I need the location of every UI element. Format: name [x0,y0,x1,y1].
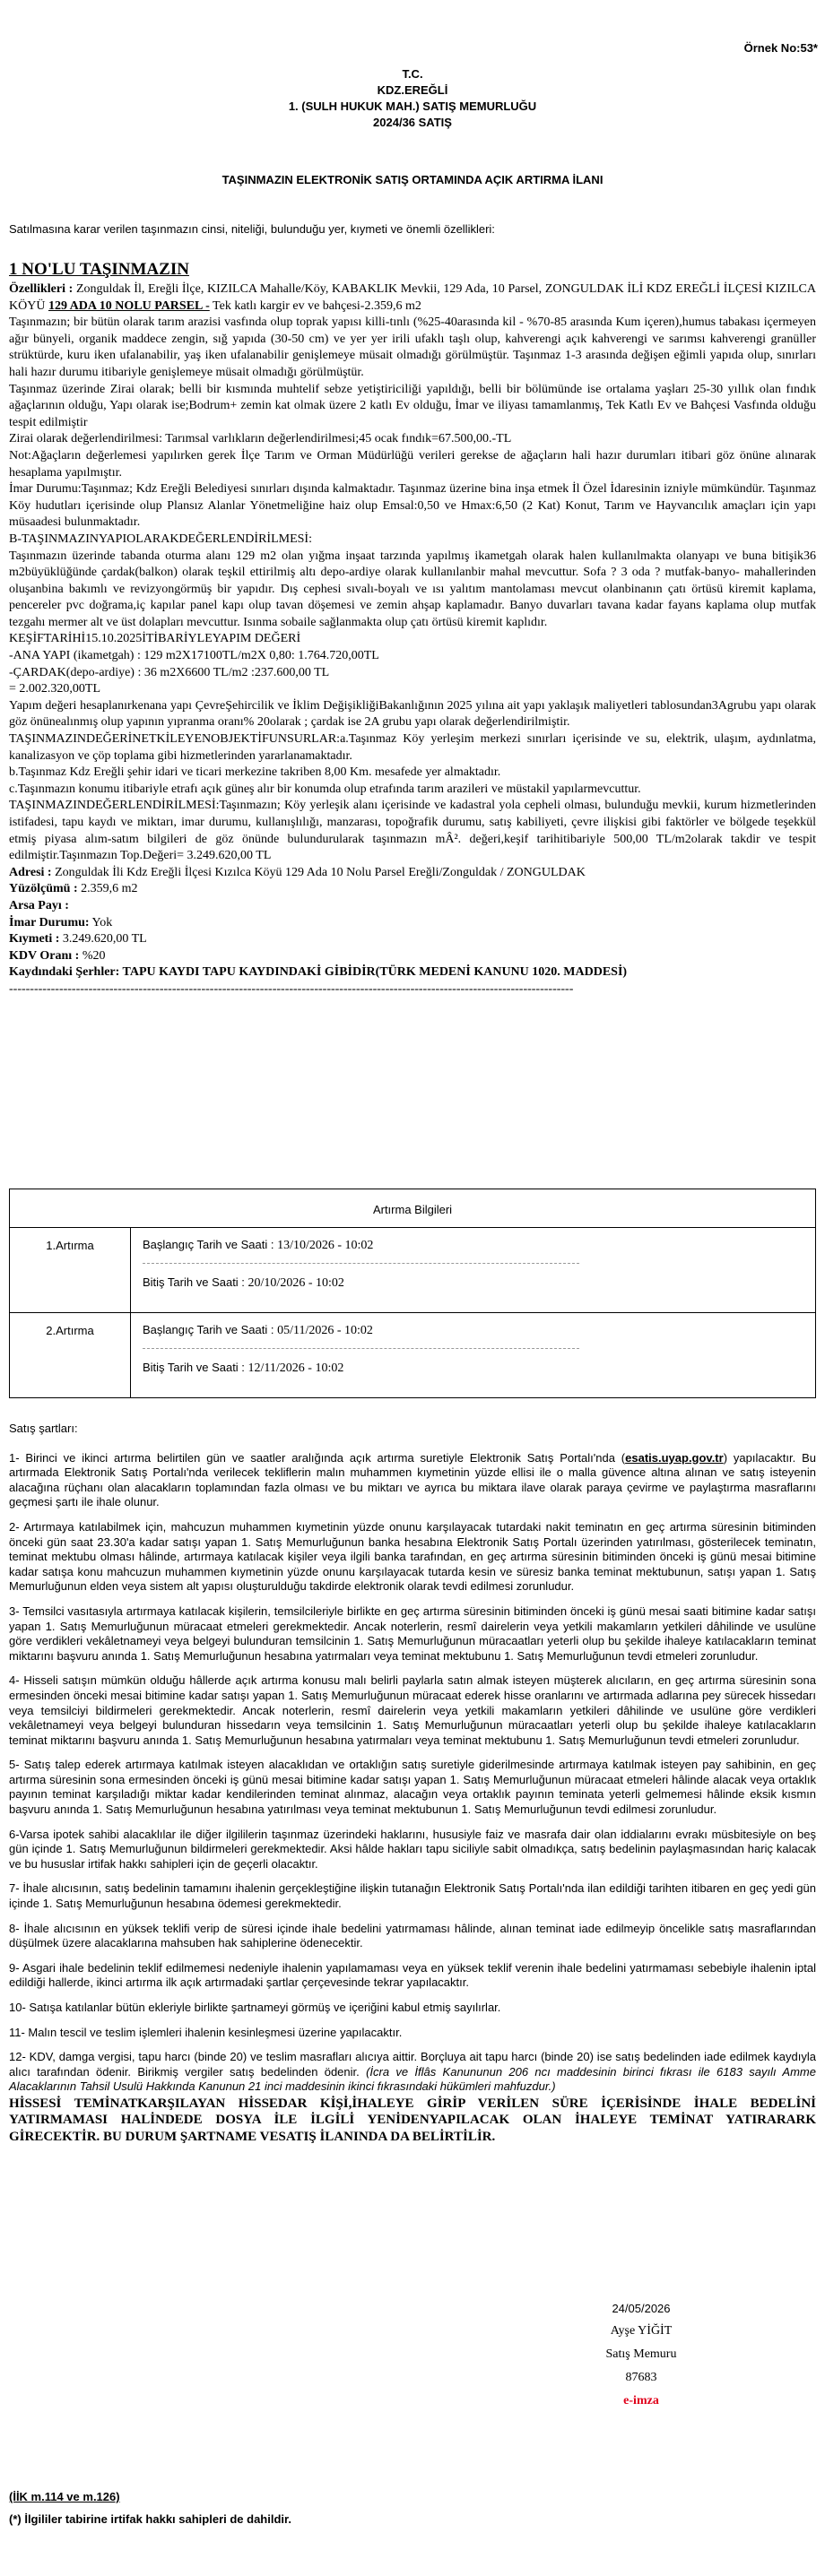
property-field [9,931,816,948]
auction-dates [131,1228,816,1313]
field-label: Adresi : [9,865,52,879]
end-datetime: 12/11/2026 - 10:02 [248,1361,344,1375]
start-datetime: 13/10/2026 - 10:02 [277,1239,374,1252]
condition-legal-note: (İcra ve İflâs Kanununun 206 ncı maddesinin birinci fıkrası ile 6183 sayılı Amme Alacaklarının Tahsil Usulü Hakkında Kanunun 21 inci maddesinin ikinci fıkrasındaki hükümleri mahfuzdur.) [9,2064,816,2094]
condition-text: 12- KDV, damga vergisi, tapu harcı (binde 20) ve teslim masrafları alıcıya aittir. Borçluya ait tapu harcı (binde 20) ise satış bedelinden iade edilmek kaydıyla alıcı tarafından ödenir. Birikmiş vergiler satış bedelinden ödenir. [9,2050,816,2079]
signer-role: Satış Memuru [605,2347,677,2361]
auction-dates [131,1313,816,1398]
sale-conditions [9,1422,816,2155]
property-paragraph: Taşınmazın üzerinde tabanda oturma alanı 129 m2 olan yığma inşaat tarzında yapılmış ikametgah olarak halen kullanılmakta olanyapı ve buna bitişik36 m2büyüklüğünde çardak(balkon) olarak teşkil ettirilmiş altı depo-ardiye olarak kullanılanbir mahal mevcuttur. Sofa ? 3 oda ? mutfak-banyo- mahallerinden oluşanbina bakımlı ve revizyongörmüş bir yapıdır. Dış cephesi sıvalı-boyalı ve ısı yalıtım mantolaması mevcut olanbinanın çatı örtüsü kiremit kaplama, pencereler pvc doğrama,iç kapılar panel kapı olup tavan döşemesi ve zemin ahşap kaplamadır. Banyo duvarları tavana kadar fayans kaplama olup mutfak tezgahı mermer alt ve üst dolapları mevcuttur. Isınma sobaile sağlanmakta olup çatı örtüsü kiremit kaplıdır. [9,549,816,629]
property-paragraph: b.Taşınmaz Kdz Ereğli şehir idari ve ticari merkezine takriben 8,00 Km. mesafede yer almaktadır. [9,765,501,780]
property-paragraph: Taşınmaz üzerinde Zirai olarak; belli bir kısmında muhtelif sebze yetiştiriciliği yapıldığı, belli bir bölümünde ise ortalama yaşları 25-30 yıllık olan fındık ağaçlarının olduğu, Yapı olarak ise;Bodrum+ zemin kat olmak üzere 2 katlı Ev olduğu, İmar ve iliyası tamamlanmış, Tek Katlı Ev ve Bahçesi Vasfında olduğu tespit edilmiştir [9,382,816,429]
slot-separator [143,1348,579,1350]
condition-item: 6-Varsa ipotek sahibi alacaklılar ile diğer ilgililerin taşınmaz üzerindeki haklarını, hususiyle faiz ve masrafa dair olan iddialarını evrakı müsbitesiyle on beş gün içinde 1. Satış Memurluğunun bildirmeleri gerekmektedir. Aksi hâlde hakları tapu siciliyle sabit olmadıkça, satış bedelinin paylaşmasından hariç kalacak ve bu hususlar irtifak hakkı sahipleri için de geçerli olacaktır. [9,1827,816,1871]
issuing-authority-header [0,66,825,131]
e-signature-mark: e-imza [623,2394,659,2407]
features-tail: Tek katlı kargir ev ve bahçesi-2.359,6 m2 [209,298,421,313]
property-paragraph: -ÇARDAK(depo-ardiye) : 36 m2X6600 TL/m2 :237.600,00 TL [9,665,330,679]
signer-registry-no: 87683 [625,2371,657,2384]
slot-separator [143,1263,579,1265]
property-paragraph: İmar Durumu:Taşınmaz; Kdz Ereğli Belediyesi sınırları dışında kalmaktadır. Taşınmaz üzerine bina inşa etmek İl Özel İdaresinin izniyle mümkündür. Taşınmaz Köy hudutları içerisinde olup Plansız Alanlar Yönetmeliğine haiz olup Emsal:0,50 ve Hmax:6,50 (2 Kat) Konut, Tarım ve Hayvancılık amaçları için yapı müsaadesi bulunmaktadır. [9,482,816,530]
esatis-link[interactable]: esatis.uyap.gov.tr [625,1450,724,1465]
condition-item: 5- Satış talep ederek artırmaya katılmak isteyen alacaklıdan ve ortaklığın satış suretiyle giderilmesinde artırmaya katılmak isteyen pay sahibinin, en geç artırma süresinin sona ermesinden önceki iş günü mesai bitimine kadar satışı yapan 1. Satış Memurluğunun müracaat etmeleri hâlinde alacak veya ortaklık payının teminat karşıladığı miktar kadar kendilerinden teminat alınmaz, alacağın veya ortaklık payının teminata yeterli gelmemesi hâlinde eksik kısmın başvuru anında 1. Satış Memurluğunun hesabına yatırılması veya teminat mektubunun 1. Satış Memurluğunun tevdi edilmesi zorunludur. [9,1758,816,1817]
auction-row [10,1228,816,1313]
condition-item [9,2050,816,2095]
end-datetime: 20/10/2026 - 10:02 [248,1276,344,1290]
condition-item: 10- Satışa katılanlar bütün ekleriyle birlikte şartnameyi görmüş ve içeriğini kabul etmiş sayılırlar. [9,2001,501,2014]
field-label: Kıymeti : [9,932,60,947]
property-paragraph: -ANA YAPI (ikametgah) : 129 m2X17100TL/m2X 0,80: 1.764.720,00TL [9,649,379,663]
property-paragraph: Not:Ağaçların değerlemesi yapılırken gerek İlçe Tarım ve Orman Müdürlüğü verileri gerekse de ağaçların hali hazır durumları itibari göz önüne alınarak hesaplama yapılmıştır. [9,448,816,480]
field-value: Yok [89,915,113,929]
form-number: Örnek No:53* [743,41,818,55]
field-label: Kaydındaki Şerhler: [9,965,120,980]
header-line: KDZ.EREĞLİ [377,83,448,97]
auction-table [9,1189,816,1398]
footnote: (*) İlgililer tabirine irtifak hakkı sahipleri de dahildir. [9,2512,291,2526]
property-heading: 1 NO'LU TAŞINMAZIN [9,260,189,279]
property-field [9,915,816,932]
property-paragraph: Yapım değeri hesaplanırkenana yapı ÇevreŞehircilik ve İklim DeğişikliğiBakanlığının 2025 yılına ait yapı yaklaşık maliyetleri tablosundan3Agrubu yapı olarak göz önünealınmış olup yapının yıpranma oranı% 20olarak ; çardak ise 2A grubu yapı olarak değerlendirilmiştir. [9,698,816,730]
condition-item: 9- Asgari ihale bedelinin teklif edilmemesi nedeniyle ihalenin yapılamaması veya en yüksek teklif verenin ihale bedelini yatırmaması sebebiyle ihalenin iptal edildiği hallerde, ikinci artırma ilk açık artırmadaki şartlar çerçevesinde tekrar yapılacaktır. [9,1960,816,1990]
features-parcel: 129 ADA 10 NOLU PARSEL - [48,298,210,313]
condition-item: 11- Malın tescil ve teslim işlemleri ihalenin kesinleşmesi üzerine yapılacaktır. [9,2025,403,2039]
end-label: Bitiş Tarih ve Saati : [143,1275,248,1289]
property-paragraph: Zirai olarak değerlendirilmesi: Tarımsal varlıkların değerlendirilmesi;45 ocak fındık=67.500,00.-TL [9,432,512,446]
law-reference: (İİK m.114 ve m.126) [9,2490,120,2503]
signature-date: 24/05/2026 [612,2302,671,2315]
auction-caption: Artırma Bilgileri [10,1189,816,1228]
start-datetime: 05/11/2026 - 10:02 [277,1324,373,1337]
property-paragraph: = 2.002.320,00TL [9,682,100,696]
features-label: Özellikleri : [9,282,74,296]
signature-block [556,2302,726,2408]
field-value: %20 [79,948,106,963]
property-field [9,881,816,898]
condition-text: ) yapılacaktır. Bu artırmada Elektronik Satış Portalı'nda verilecek tekliflerin malın muhammen kıymetinin yüzde ellisi ile o malla güvence altına alınan ve satış isteyenin alacağına rüçhanı olan alacakların toplamından fazla olması ve bu miktarı ve ayrıca bu miktara ilave olarak paraya çevirme ve paylaştırma masraflarını geçmesi şartı ile ihale olunur. [9,1450,816,1509]
condition-item [9,1451,816,1510]
features-text: Zonguldak İl, Ereğli İlçe, KIZILCA Mahalle/Köy, KABAKLIK Mevkii, 129 Ada, 10 Parsel, ZONGULDAK İLİ KDZ EREĞLİ İLÇESİ KIZILCA KÖYÜ [9,282,816,313]
property-field [9,865,816,882]
field-value: TAPU KAYDI TAPU KAYDINDAKİ GİBİDİR(TÜRK MEDENİ KANUNU 1020. MADDESİ) [119,965,628,980]
conditions-title: Satış şartları: [9,1422,78,1435]
signer-name: Ayşe YİĞİT [610,2324,673,2338]
header-line: 2024/36 SATIŞ [373,116,452,129]
header-line: 1. (SULH HUKUK MAH.) SATIŞ MEMURLUĞU [288,99,537,113]
auction-round-label: 1.Artırma [10,1228,131,1313]
field-value: Zonguldak İli Kdz Ereğli İlçesi Kızılca Köyü 129 Ada 10 Nolu Parsel Ereğli/Zonguldak / ZONGULDAK [51,865,586,879]
auction-round-label: 2.Artırma [10,1313,131,1398]
field-value: 2.359,6 m2 [77,882,138,896]
auction-row [10,1313,816,1398]
property-section [9,260,816,998]
property-paragraph: TAŞINMAZINDEĞERLENDİRİLMESİ:Taşınmazın; Köy yerleşik alanı içerisinde ve kadastral yola cepheli olması, bulunduğu mevkii, kurum hizmetlerinden istifadesi, tapu kaydı ve miktarı, imar durumu, kullanışlılığı, manzarası, topoğrafik durumu, satış kabiliyeti, çevre ilişkisi gibi faktörler ve bölgede teşekkül etmiş piyasa alım-satım bilgileri de göz önünde bulundurularak taşınmazın mÂ². değeri,keşif tarihitibariyle 500,00 TL/m2olarak takdir ve tespit edilmiştir.Taşınmazın Top.Değeri= 3.249.620,00 TL [9,799,816,863]
condition-item: 2- Artırmaya katılabilmek için, mahcuzun muhammen kıymetinin yüzde onunu karşılayacak tutardaki nakit teminatın en geç artırma süresinin bitiminden önceki gün saat 23.30'a kadar satışı yapan 1. Satış Memurluğunun banka hesabına Elektronik Satış Portalı üzerinden yatırılması, gösterilecek teminatın, teminat mektubu olması hâlinde, artırmaya katılacak kişiler veya ilgili banka tarafından, en geç artırma süresinin bitiminden önceki iş günü mesai bitimine kadar satışa konu mahcuzun muhammen kıymetinin yüzde onunu karşılayacak tutarda kesin ve süresiz banka teminat mektubunun, satışı yapan 1. Satış Memurluğunun elden veya sistem alt yapısı oluşturulduğu takdirde elektronik olarak tevdi edilmesi zorunludur. [9,1519,816,1594]
field-label: İmar Durumu: [9,915,90,929]
header-line: T.C. [402,67,423,81]
teminat-warning: HİSSESİ TEMİNATKARŞILAYAN HİSSEDAR KİŞİ,İHALEYE GİRİP VERİLEN SÜRE İÇERİSİNDE İHALE BEDELİNİ YATIRMAMASI HALİNDEDE DOSYA İLE İLGİLİ YENİDENYAPILACAK OLAN İHALEYE TEMİNAT YATIRARARK GİRECEKTİR. BU DURUM ŞARTNAME VESATIŞ İLANINDA DA BELİRTİLİR. [9,2096,816,2144]
start-label: Başlangıç Tarih ve Saati : [143,1238,278,1251]
property-paragraph: TAŞINMAZINDEĞERİNETKİLEYENOBJEKTİFUNSURLAR:a.Taşınmaz Köy yerleşim merkezi sınırları içerisinde ve su, elektrik, ulaşım, aydınlatma, kanalizasyon ve çöp toplama gibi hizmetlerinden yararlanamaktadır. [9,732,816,763]
property-field [9,964,816,981]
property-paragraph: c.Taşınmazın konumu itibariyle etrafı açık güneş alır bir konumda olup etrafında tarım arazileri ve müstakil yapılarmevcuttur. [9,782,641,796]
property-field [9,898,816,915]
condition-item: 3- Temsilci vasıtasıyla artırmaya katılacak kişilerin, temsilcileriyle birlikte en geç artırma süresinin bitiminden önceki iş günü mesai saati bitimine kadar satışı yapan 1. Satış Memurluğunun müracaat etmeleri gerekmektedir. Ancak noterlerin, resmî dairelerin veya yetkili makamların yetkileri dâhilinde ve usulüne göre verdikleri vekâletnameyi veya belgeyi bulunduran temsilcinin 1. Satış Memurluğunun müracaatları yeterli olup bu şekilde ihaleye katılacakların teminat miktarını başvuru anında 1. Satış Memurluğunun hesabına yatırmaları veya teminat mektubunu 1. Satış Memurluğunun tevdi etmeleri zorunludur. [9,1604,816,1663]
property-features [9,281,816,315]
field-value: 3.249.620,00 TL [59,932,147,947]
start-label: Başlangıç Tarih ve Saati : [143,1323,278,1336]
field-label: Yüzölçümü : [9,882,78,896]
field-label: KDV Oranı : [9,948,80,963]
dashed-separator: --------------------------------------------------------------------------------------------------------------------------------------- [9,981,574,996]
property-paragraph: KEŞİFTARİHİ15.10.2025İTİBARİYLEYAPIM DEĞERİ [9,632,301,646]
condition-item: 4- Hisseli satışın mümkün olduğu hâllerde açık artırma konusu malı belirli paylarla satın almak isteyen müşterek alıcıların, en geç artırma süresinin sona ermesinden önceki mesai bitimine kadar satışı yapan 1. Satış Memurluğunun müracaat ederek hisse oranlarını ve artırmada adlarına pey sürecek hissedarı veya temsilciyi bildirmeleri gerekmektedir. Ancak noterlerin, resmî dairelerin veya yetkili makamların yetkileri dâhilinde ve usulüne göre verdikleri vekâletnameyi veya belgeyi bulunduran hissedarın veya temsilcinin 1. Satış Memurluğunun müracaatları yeterli olup bu şekilde ihaleye katılacakların teminat miktarını başvuru anında 1. Satış Memurluğunun hesabına yatırmaları veya teminat mektubunu 1. Satış Memurluğunun tevdi etmeleri zorunludur. [9,1673,816,1747]
condition-text: 1- Birinci ve ikinci artırma belirtilen gün ve saatler aralığında açık artırma suretiyle Elektronik Satış Portalı'nda ( [9,1450,626,1465]
property-field [9,948,816,965]
field-label: Arsa Payı : [9,898,69,912]
end-label: Bitiş Tarih ve Saati : [143,1361,248,1374]
intro-text: Satılmasına karar verilen taşınmazın cinsi, niteliği, bulunduğu yer, kıymeti ve önemli özellikleri: [9,222,495,236]
condition-item: 7- İhale alıcısının, satış bedelinin tamamını ihalenin gerçekleştiğine ilişkin tutanağın Elektronik Satış Portalı'nda ilan edildiği tarihten itibaren en geç yedi gün içinde 1. Satış Memurluğunun hesabına ödemesi gerekmektedir. [9,1881,816,1911]
property-paragraph: B-TAŞINMAZINYAPIOLARAKDEĞERLENDİRİLMESİ: [9,532,312,546]
document-title: TAŞINMAZIN ELEKTRONİK SATIŞ ORTAMINDA AÇIK ARTIRMA İLANI [221,173,604,186]
condition-item: 8- İhale alıcısının en yüksek teklifi verip de süresi içinde ihale bedelini yatırmaması hâlinde, alınan teminat iade edilmeyip öncelikle satış masraflarından düşülmek üzere alacaklarına mahsuben hak sahiplerine ödenecektir. [9,1921,816,1950]
property-paragraph: Taşınmazın; bir bütün olarak tarım arazisi vasfında olup toprak yapısı killi-tınlı (%25-40arasında kil - %70-85 arasında Kum içeren),humus tabakası içermeyen ağır bünyeli, organik maddece zengin, sığ yapıda (30-50 cm) ve yer yer irili ufaklı taşlı olup, kahverengi açık kahverengi ve sarımsı kahverengi granüller strüktürde, kuru iken ufalanabilir, yaş iken ufalanabilir genişlemeye müsait olmadığı görülmüştür. Taşınmaz 1-3 arasında değişen eğimli yapıda olup, sınırları hali hazır durumu itibariyle genişlemeye müsait olmadığı görülmüştür. [9,316,816,379]
